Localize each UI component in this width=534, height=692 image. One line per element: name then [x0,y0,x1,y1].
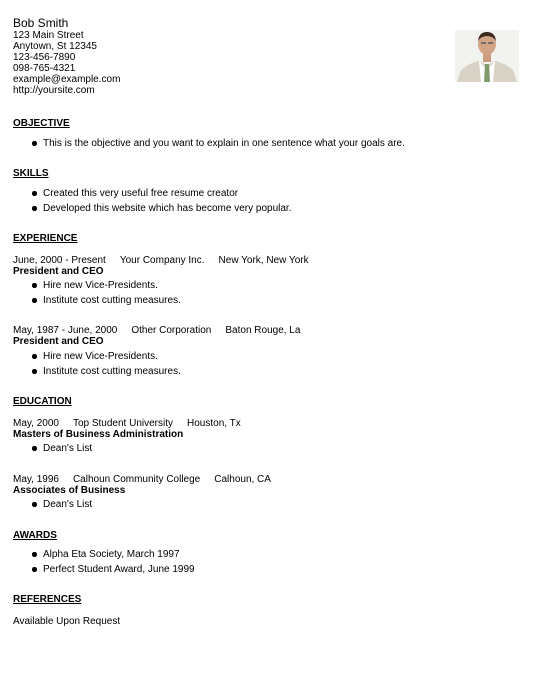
skills-heading: SKILLS [13,168,49,179]
job-location: Baton Rouge, La [225,325,301,336]
phone-secondary: 098-765-4321 [13,63,76,74]
job-company: Your Company Inc. [119,255,205,266]
list-item: Created this very useful free resume creator [13,186,291,201]
list-item: Hire new Vice-Presidents. [13,278,181,293]
list-item: Institute cost cutting measures. [13,364,181,379]
job-location: New York, New York [218,255,309,266]
school-name: Top Student University [72,418,174,429]
objective-heading: OBJECTIVE [13,118,70,129]
phone-primary: 123-456-7890 [13,52,76,63]
school-2-degree: Associates of Business [13,485,126,496]
school-location: Houston, Tx [187,418,241,429]
references-text: Available Upon Request [13,616,121,627]
job-2-role: President and CEO [13,336,104,347]
list-item: Dean's List [13,441,92,456]
school-location: Calhoun, CA [214,474,271,485]
school-date: May, 2000 [13,418,59,429]
awards-heading: AWARDS [13,530,57,541]
person-portrait-icon [455,30,519,82]
applicant-name: Bob Smith [13,16,69,30]
street-address: 123 Main Street [13,30,84,41]
skills-list [13,186,291,216]
website-link: http://yoursite.com [13,85,95,96]
list-item: Institute cost cutting measures. [13,293,181,308]
education-heading: EDUCATION [13,396,72,407]
objective-list [13,136,405,151]
profile-photo [455,30,519,82]
list-item: Perfect Student Award, June 1999 [13,562,195,577]
list-item: Hire new Vice-Presidents. [13,349,181,364]
experience-heading: EXPERIENCE [13,233,78,244]
list-item: Alpha Eta Society, March 1997 [13,547,195,562]
job-dates: June, 2000 - Present [13,255,106,266]
city-state-zip: Anytown, St 12345 [13,41,97,52]
school-1-honors [13,441,92,456]
list-item: This is the objective and you want to explain in one sentence what your goals are. [13,136,405,151]
job-dates: May, 1987 - June, 2000 [13,325,118,336]
job-1-duties [13,278,181,308]
job-company: Other Corporation [131,325,212,336]
list-item: Developed this website which has become very popular. [13,201,291,216]
email-address: example@example.com [13,74,121,85]
awards-list [13,547,195,577]
job-1-role: President and CEO [13,266,104,277]
contact-block [13,16,120,96]
school-date: May, 1996 [13,474,59,485]
school-name: Calhoun Community College [72,474,201,485]
list-item: Dean's List [13,497,92,512]
job-2-duties [13,349,181,379]
school-1-degree: Masters of Business Administration [13,429,184,440]
references-heading: REFERENCES [13,594,82,605]
school-2-honors [13,497,92,512]
